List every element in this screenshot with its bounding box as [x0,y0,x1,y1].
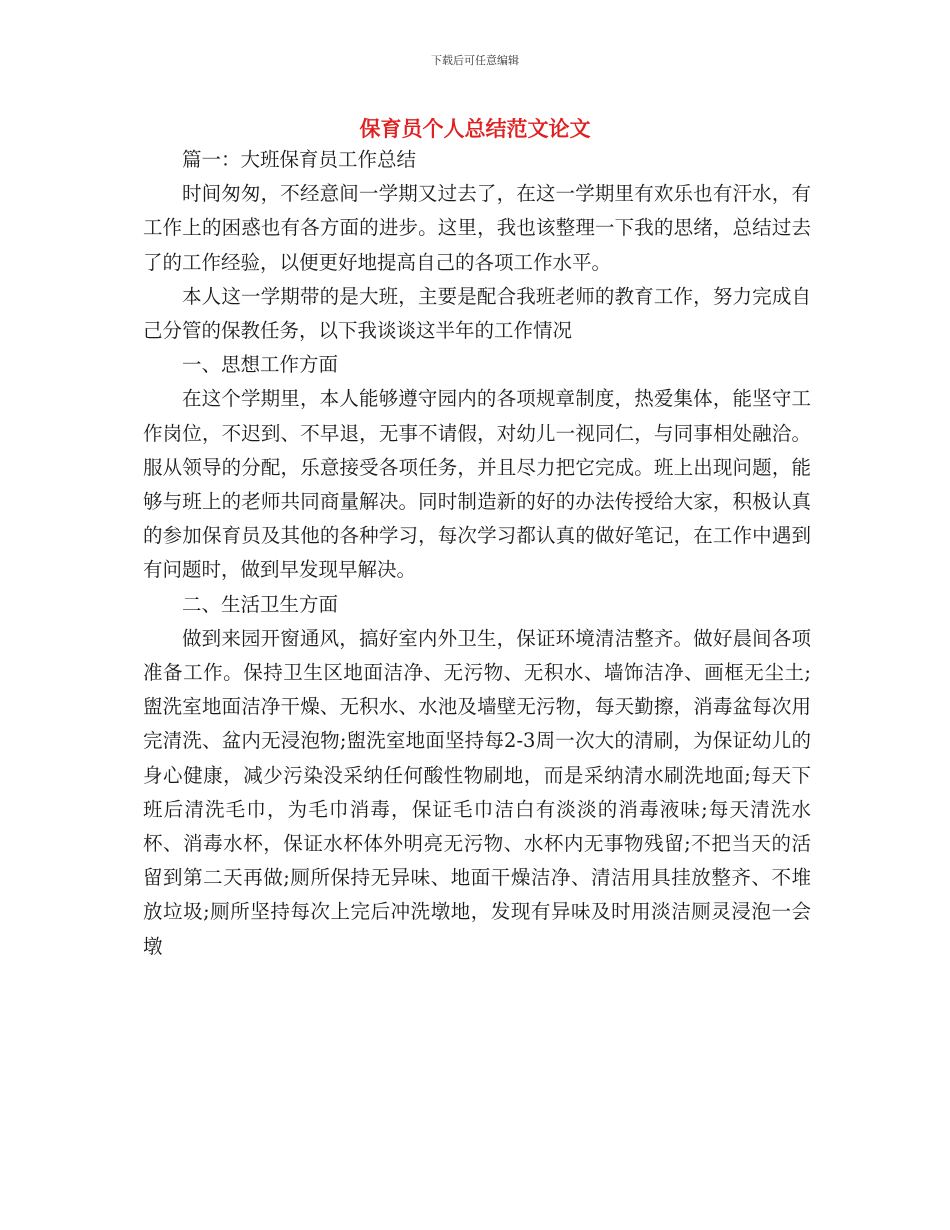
paragraph-intro: 时间匆匆，不经意间一学期又过去了，在这一学期里有欢乐也有汗水，有工作上的困惑也有各方面的进步。这里，我也该整理一下我的思绪，总结过去了的工作经验，以便更好地提高自己的各项工作水平。 [143,182,811,274]
paragraph-duties: 本人这一学期带的是大班，主要是配合我班老师的教育工作，努力完成自己分管的保教任务，以下我谈谈这半年的工作情况 [143,284,811,343]
document-title: 保育员个人总结范文论文 [359,117,591,141]
paragraph-thought-work: 在这个学期里，本人能够遵守园内的各项规章制度，热爱集体，能坚守工作岗位，不迟到、不早退，无事不请假，对幼儿一视同仁，与同事相处融洽。服从领导的分配，乐意接受各项任务，并且尽力把它完成。班上出现问题，能够与班上的老师共同商量解决。同时制造新的好的办法传授给大家，积极认真的参加保育员及其他的各种学习，每次学习都认真的做好笔记，在工作中遇到有问题时，做到早发现早解决。 [143,387,811,582]
section-heading-hygiene: 二、生活卫生方面 [182,592,339,616]
document-body [143,143,811,964]
section-heading-thought-work: 一、思想工作方面 [182,353,339,377]
section-heading-part-one: 篇一：大班保育员工作总结 [182,148,417,171]
page-header-note: 下载后可任意编辑 [431,54,519,67]
paragraph-hygiene: 做到来园开窗通风，搞好室内外卫生，保证环境清洁整齐。做好晨间各项准备工作。保持卫生区地面洁净、无污物、无积水、墙饰洁净、画框无尘土;盥洗室地面洁净干燥、无积水、水池及墙壁无污物，每天勤擦，消毒盆每次用完清洗、盆内无浸泡物;盥洗室地面坚持每2-3周一次大的清刷，为保证幼儿的身心健康，减少污染没采纳任何酸性物刷地，而是采纳清水刷洗地面;每天下班后清洗毛巾，为毛巾消毒，保证毛巾洁白有淡淡的消毒液味;每天清洗水杯、消毒水杯，保证水杯体外明亮无污物、水杯内无事物残留;不把当天的活留到第二天再做;厕所保持无异味、地面干燥洁净、清洁用具挂放整齐、不堆放垃圾;厕所坚持每次上完后冲洗墩地，发现有异味及时用淡洁厕灵浸泡一会墩 [143,626,811,958]
